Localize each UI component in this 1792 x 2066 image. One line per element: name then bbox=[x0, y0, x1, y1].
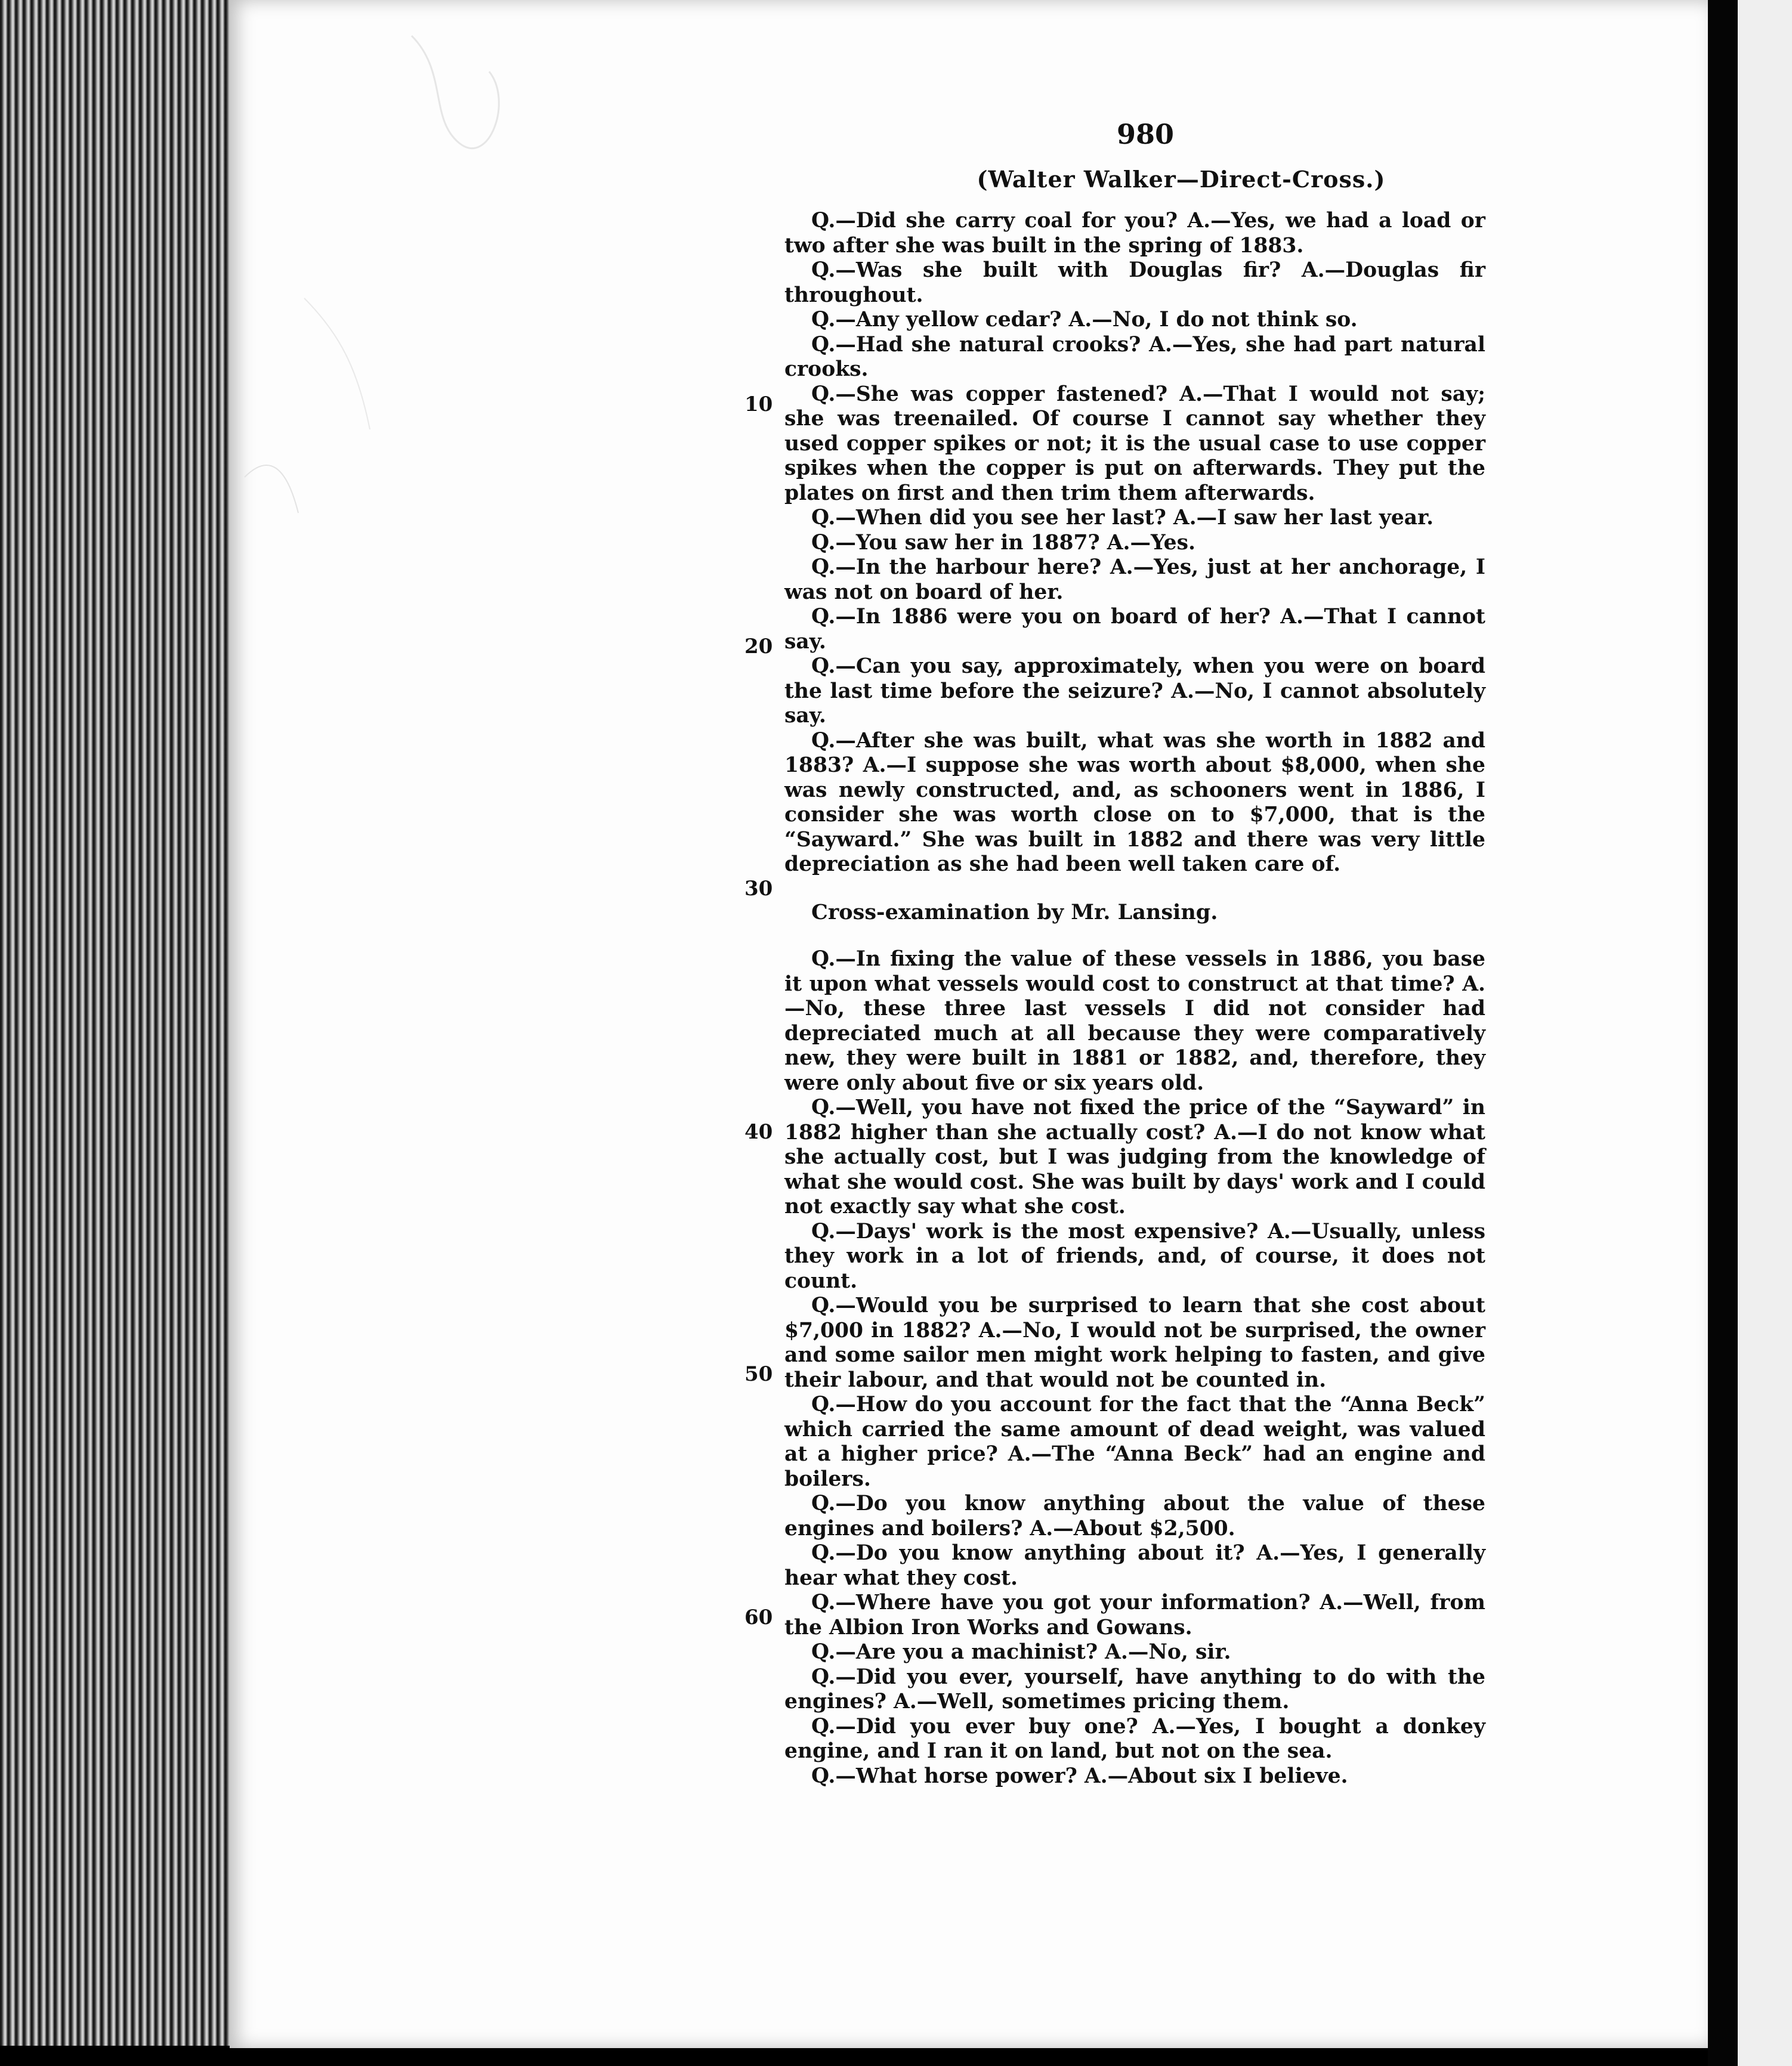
qa-paragraph: Q.—Well, you have not fixed the price of the “Sayward” in 1882 higher than she actually cost? A.—I do not know what she actually cost, but I was judging from the knowledge of what she would cost. She was built by days' work and I could not exactly say what she cost. bbox=[784, 1096, 1485, 1218]
qa-paragraph: Q.—Did she carry coal for you? A.—Yes, we had a load or two after she was built in the spring of 1883. bbox=[784, 209, 1485, 258]
page-number: 980 bbox=[1116, 118, 1175, 150]
testimony-text bbox=[784, 209, 1485, 1789]
qa-paragraph: Q.—When did you see her last? A.—I saw her last year. bbox=[811, 506, 1434, 530]
qa-paragraph: Q.—Days' work is the most expensive? A.—Usually, unless they work in a lot of friends, and, of course, it does not count. bbox=[784, 1219, 1485, 1293]
qa-paragraph: Q.—Did you ever buy one? A.—Yes, I bought a donkey engine, and I ran it on land, but not on the sea. bbox=[784, 1714, 1485, 1763]
qa-paragraph: Q.—Any yellow cedar? A.—No, I do not think so. bbox=[811, 308, 1358, 332]
qa-paragraph: Q.—Do you know anything about it? A.—Yes, I generally hear what they cost. bbox=[784, 1541, 1485, 1590]
qa-paragraph: Q.—You saw her in 1887? A.—Yes. bbox=[811, 530, 1196, 555]
qa-paragraph: Q.—Where have you got your information? A.—Well, from the Albion Iron Works and Gowans. bbox=[784, 1591, 1485, 1640]
qa-paragraph: Q.—Are you a machinist? A.—No, sir. bbox=[811, 1640, 1231, 1664]
gutter-shadow bbox=[1708, 0, 1738, 2066]
line-number-10: 10 bbox=[744, 392, 773, 416]
line-number-40: 40 bbox=[744, 1120, 773, 1144]
qa-paragraph: Q.—Did you ever, yourself, have anything to do with the engines? A.—Well, sometimes pricing them. bbox=[784, 1665, 1485, 1714]
line-number-50: 50 bbox=[744, 1362, 773, 1386]
qa-paragraph: Q.—In fixing the value of these vessels in 1886, you base it upon what vessels would cost to construct at that time? A.—No, these three last vessels I did not consider had depreciated much at all because they were comparatively new, they were built in 1881 or 1882, and, therefore, they were only about five or six years old. bbox=[784, 947, 1485, 1095]
book-page-edge bbox=[0, 0, 233, 2046]
qa-paragraph: Q.—Would you be surprised to learn that she cost about $7,000 in 1882? A.—No, I would not be surprised, the owner and some sailor men might work helping to fasten, and give their labour, and that would not be counted in. bbox=[784, 1294, 1485, 1392]
qa-paragraph: Q.—After she was built, what was she worth in 1882 and 1883? A.—I suppose she was worth about $8,000, when she was newly constructed, and, as schooners went in 1886, I consider she was worth close on to $7,000, that is the “Sayward.” She was built in 1882 and there was very little depreciation as she had been well taken care of. bbox=[784, 728, 1485, 876]
qa-paragraph: Q.—What horse power? A.—About six I believe. bbox=[811, 1764, 1348, 1788]
line-number-60: 60 bbox=[744, 1606, 773, 1629]
qa-paragraph: Q.—Was she built with Douglas fir? A.—Douglas fir throughout. bbox=[784, 258, 1485, 307]
qa-paragraph: Q.—In 1886 were you on board of her? A.—That I cannot say. bbox=[784, 605, 1485, 654]
qa-paragraph: Q.—Do you know anything about the value of these engines and boilers? A.—About $2,500. bbox=[784, 1492, 1485, 1541]
running-header: (Walter Walker—Direct-Cross.) bbox=[977, 166, 1386, 193]
section-heading: Cross-examination by Mr. Lansing. bbox=[811, 899, 1218, 924]
qa-paragraph: Q.—She was copper fastened? A.—That I would not say; she was treenailed. Of course I cannot say whether they used copper spikes or not; it is the usual case to use copper spikes when the copper is put on afterwards. They put the plates on first and then trim them afterwards. bbox=[784, 382, 1485, 505]
adjacent-page-sliver bbox=[1738, 0, 1792, 2066]
qa-paragraph: Q.—Can you say, approximately, when you were on board the last time before the seizure? A.—No, I cannot absolutely say. bbox=[784, 654, 1485, 728]
qa-paragraph: Q.—In the harbour here? A.—Yes, just at her anchorage, I was not on board of her. bbox=[784, 555, 1485, 604]
qa-paragraph: Q.—How do you account for the fact that the “Anna Beck” which carried the same amount of dead weight, was valued at a higher price? A.—The “Anna Beck” had an engine and boilers. bbox=[784, 1393, 1485, 1491]
qa-paragraph: Q.—Had she natural crooks? A.—Yes, she had part natural crooks. bbox=[784, 332, 1485, 381]
line-number-20: 20 bbox=[744, 635, 773, 658]
line-number-30: 30 bbox=[744, 877, 773, 901]
